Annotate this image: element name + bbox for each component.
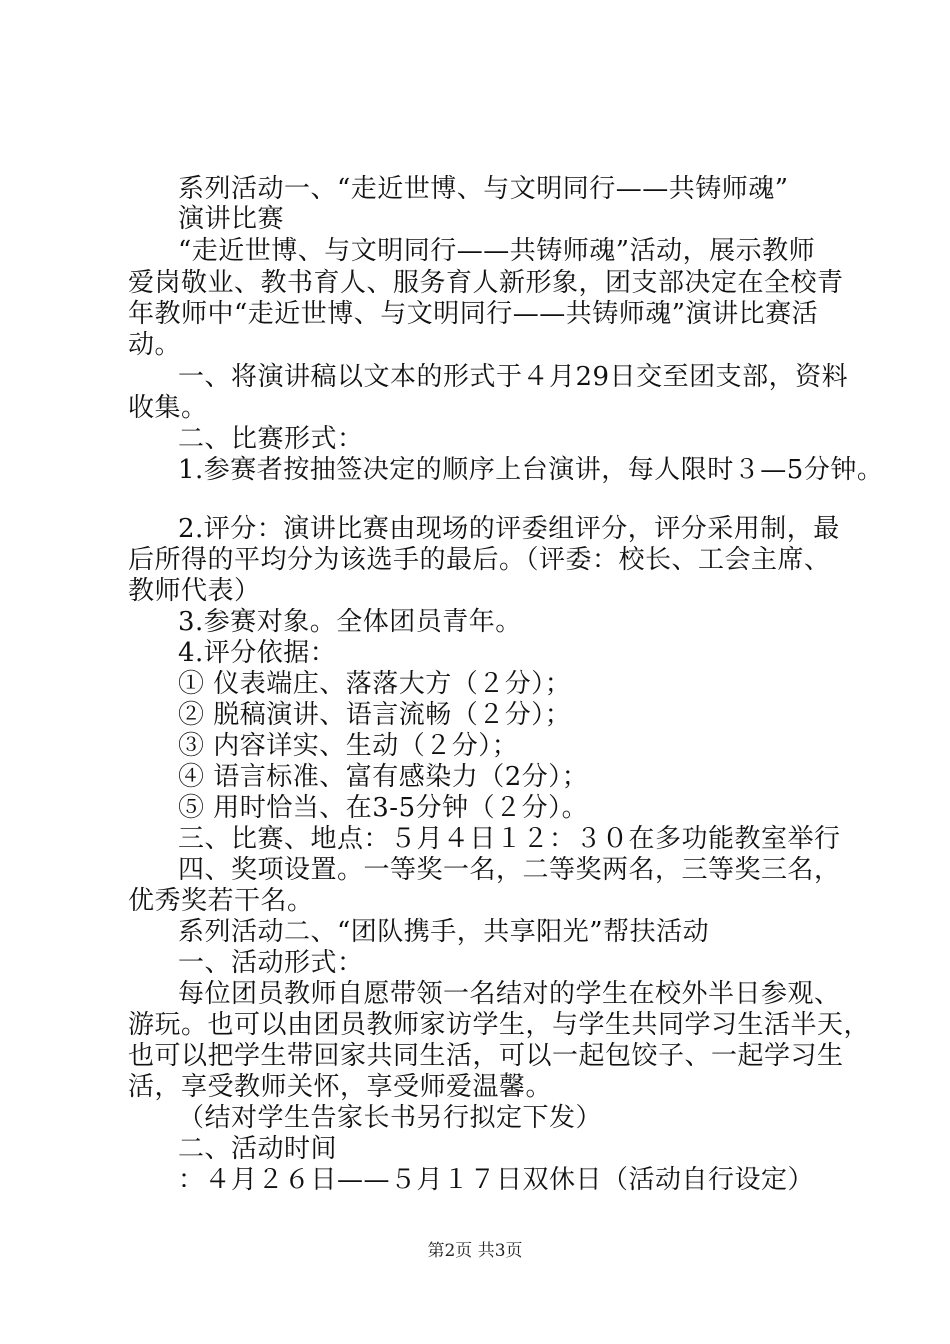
page-number-footer: 第2页 共3页 xyxy=(427,1241,523,1261)
list-item: 4.评分依据： xyxy=(178,638,337,668)
criteria-item: ① 仪表端庄、落落大方（２分）； xyxy=(178,669,572,699)
heading-activity-two: 系列活动二、“团队携手，共享阳光”帮扶活动 xyxy=(178,917,710,947)
paragraph-line: 游玩。也可以由团员教师家访学生，与学生共同学习生活半天， xyxy=(128,1010,871,1040)
paragraph-line: 收集。 xyxy=(128,393,208,423)
paragraph-line: ：４月２６日——５月１７日双休日（活动自行设定） xyxy=(178,1165,815,1195)
paragraph-line: 后所得的平均分为该选手的最后。（评委：校长、工会主席、 xyxy=(128,545,831,575)
section-heading: 一、活动形式： xyxy=(178,948,364,978)
heading-activity-one-cont: 演讲比赛 xyxy=(178,204,285,234)
list-item: 1.参赛者按抽签决定的顺序上台演讲，每人限时３—5分钟。 xyxy=(178,455,884,485)
criteria-item: ⑤ 用时恰当、在3-5分钟（２分）。 xyxy=(178,793,589,823)
paragraph-line: 动。 xyxy=(128,330,182,360)
paragraph-line: 年教师中“走近世博、与文明同行——共铸师魂”演讲比赛活 xyxy=(128,299,819,329)
paragraph-line: “走近世博、与文明同行——共铸师魂”活动，展示教师 xyxy=(178,236,816,266)
list-item: 3.参赛对象。全体团员青年。 xyxy=(178,607,522,637)
heading-activity-one: 系列活动一、“走近世博、与文明同行——共铸师魂” xyxy=(178,174,789,204)
list-item: 2.评分：演讲比赛由现场的评委组评分，评分采用制，最 xyxy=(178,514,840,544)
paragraph-line: 也可以把学生带回家共同生活，可以一起包饺子、一起学习生 xyxy=(128,1041,844,1071)
section-heading: 四、奖项设置。一等奖一名，二等奖两名，三等奖三名， xyxy=(178,855,841,885)
paragraph-line: 一、将演讲稿以文本的形式于４月29日交至团支部，资料 xyxy=(178,362,849,392)
paragraph-line: 优秀奖若干名。 xyxy=(128,886,314,916)
section-heading: 三、比赛、地点：５月４日１２：３０在多功能教室举行 xyxy=(178,824,841,854)
section-heading: 二、比赛形式： xyxy=(178,424,364,454)
paragraph-line: 教师代表） xyxy=(128,576,261,606)
paragraph-line: （结对学生告家长书另行拟定下发） xyxy=(178,1103,603,1133)
criteria-item: ② 脱稿演讲、语言流畅（２分）； xyxy=(178,700,572,730)
criteria-item: ④ 语言标准、富有感染力（2分）； xyxy=(178,762,589,792)
criteria-item: ③ 内容详实、生动（２分）； xyxy=(178,731,519,761)
section-heading: 二、活动时间 xyxy=(178,1134,338,1164)
paragraph-line: 活，享受教师关怀，享受师爱温馨。 xyxy=(128,1072,553,1102)
paragraph-line: 每位团员教师自愿带领一名结对的学生在校外半日参观、 xyxy=(178,979,841,1009)
paragraph-line: 爱岗敬业、教书育人、服务育人新形象，团支部决定在全校青 xyxy=(128,268,844,298)
